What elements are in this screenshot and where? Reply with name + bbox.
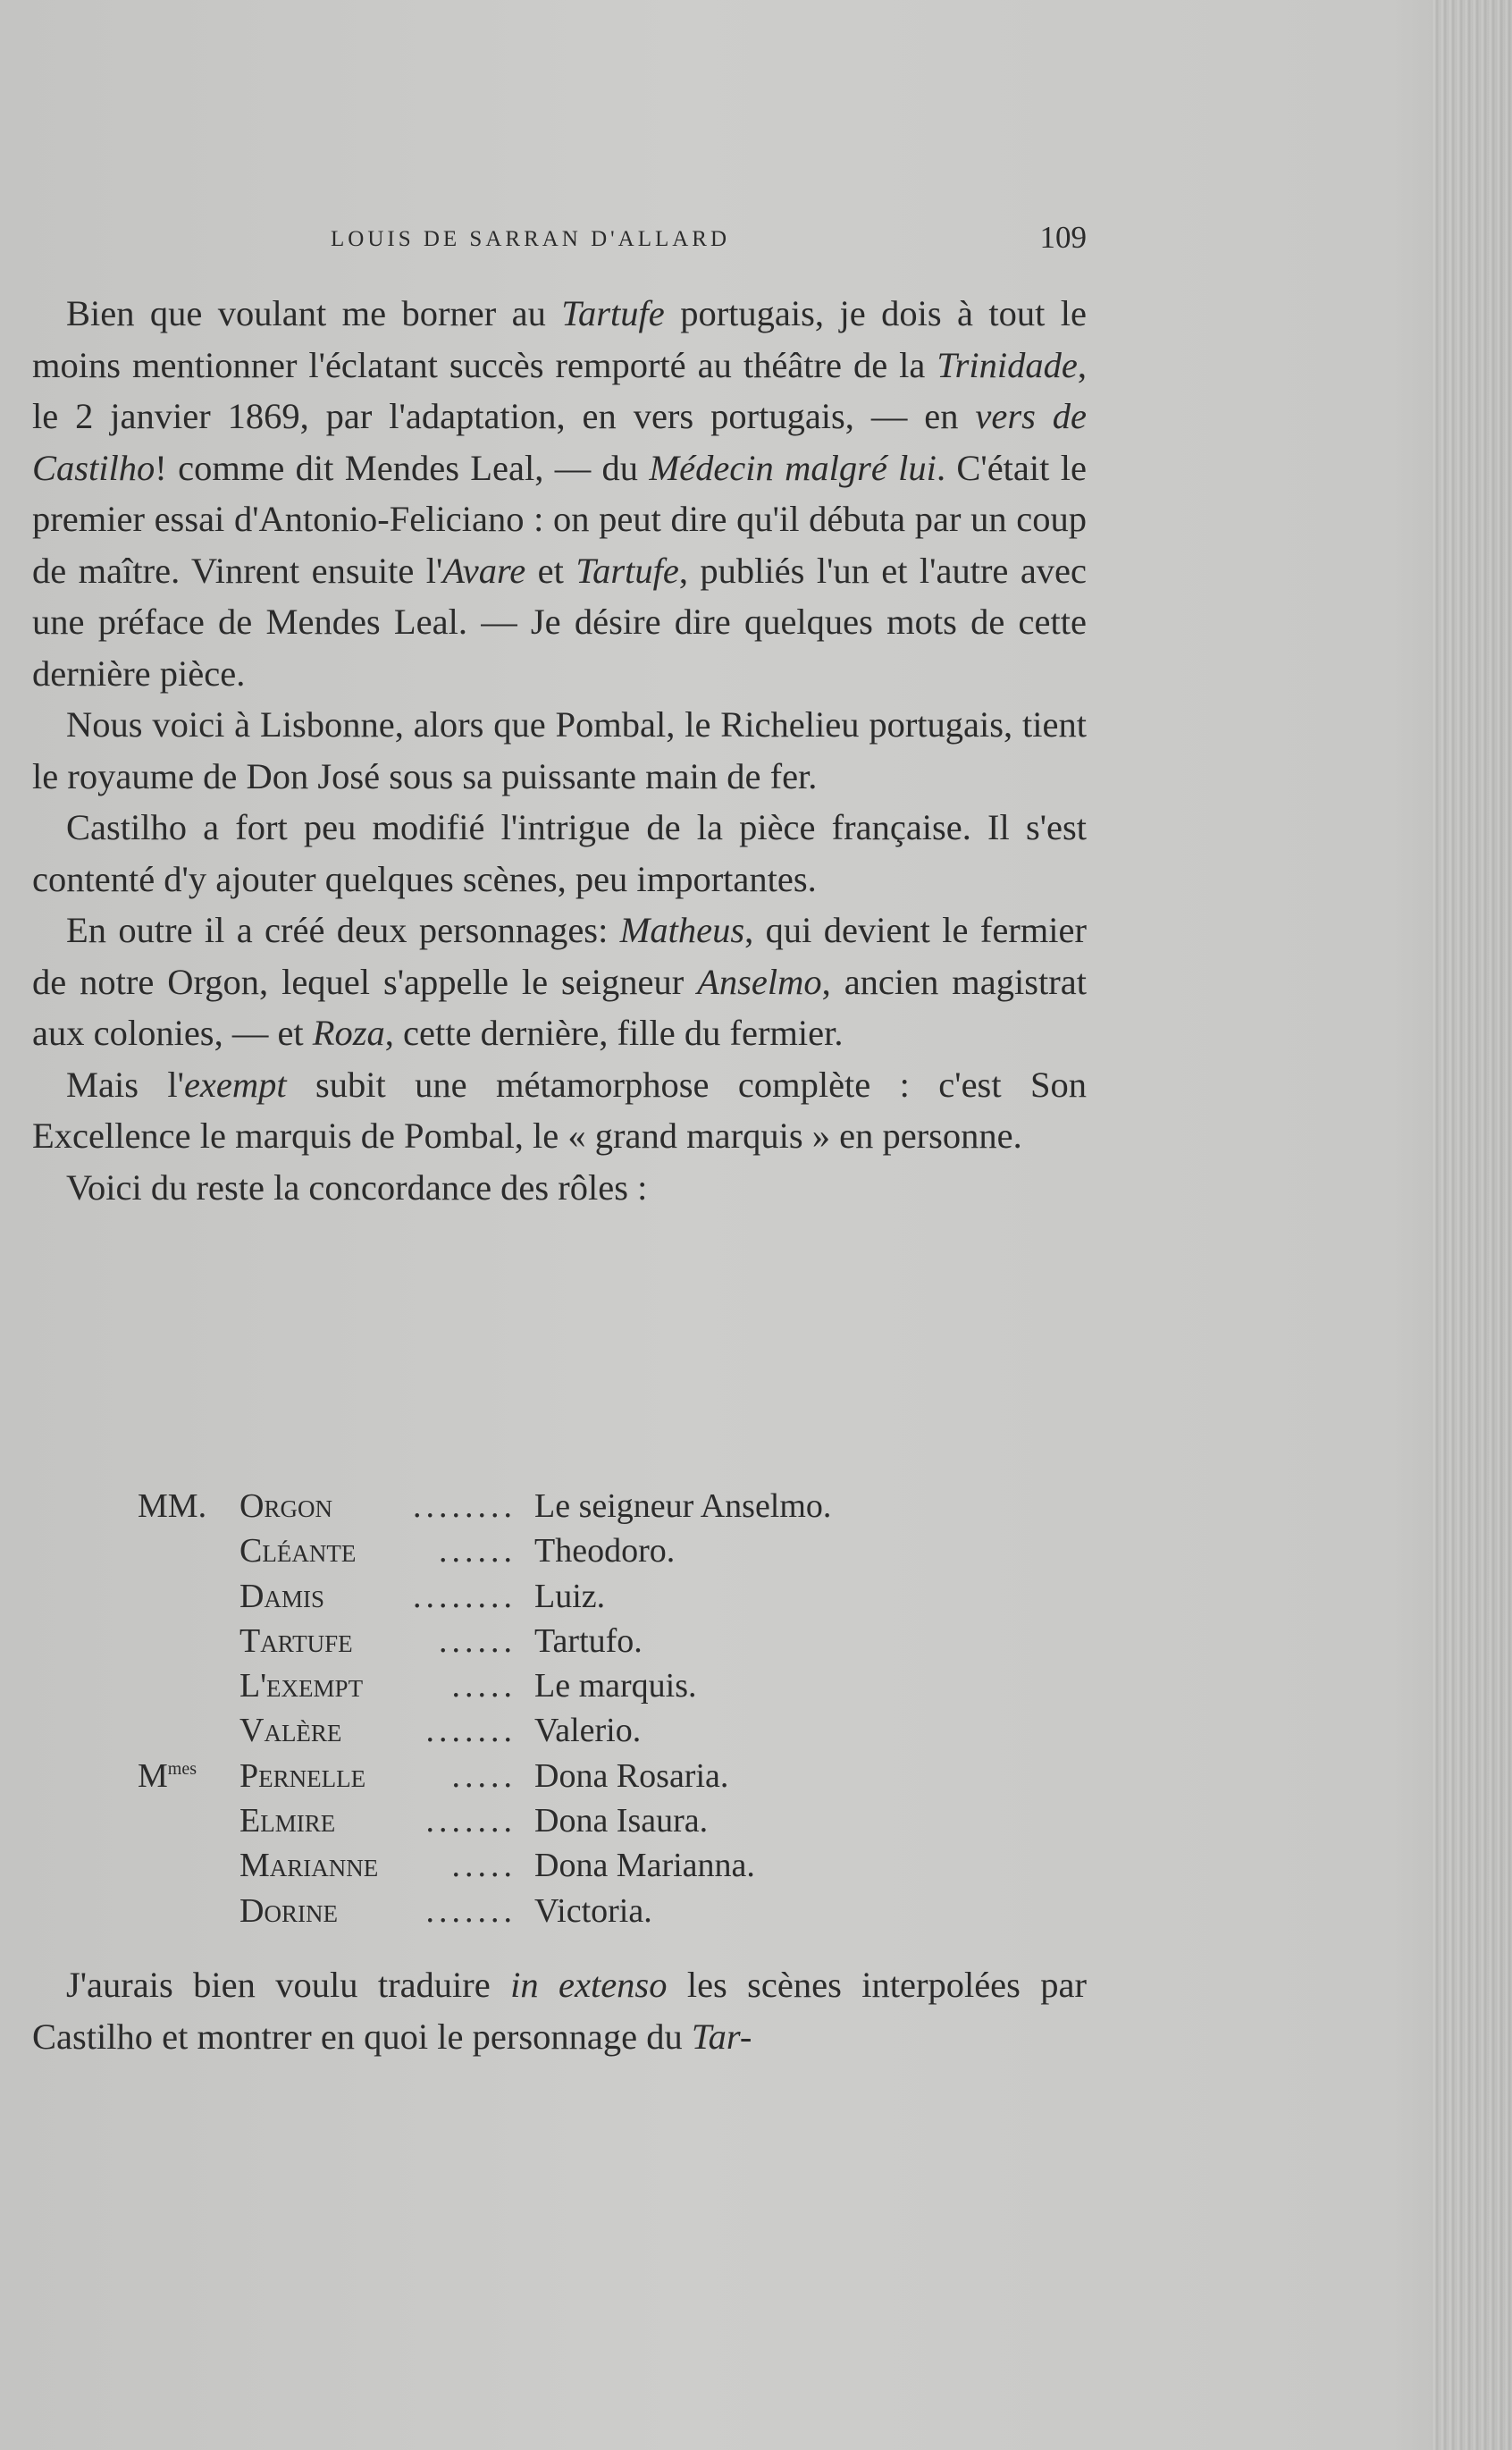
leader-dots: ....... <box>425 1891 517 1930</box>
paragraph-1 <box>32 288 1087 699</box>
running-title: LOUIS DE SARRAN D'ALLARD <box>331 227 731 251</box>
leader-dots: ..... <box>451 1667 517 1705</box>
page-header <box>32 222 1087 257</box>
text-run: Bien que voulant me borner au <box>66 293 562 333</box>
portuguese-role: Victoria. <box>534 1891 652 1930</box>
french-role: Cléante <box>239 1532 357 1570</box>
italic-run: Tartufe <box>561 293 665 333</box>
italic-run: Tartufe <box>575 550 679 591</box>
role-row <box>32 1574 1087 1619</box>
italic-run: in extenso <box>510 1965 668 2005</box>
italic-run: exempt <box>183 1064 287 1105</box>
paragraph-4 <box>32 905 1087 1059</box>
paragraph-2 <box>32 699 1087 802</box>
italic-run: Anselmo <box>697 961 822 1002</box>
roles-concordance-table <box>32 1484 1087 1933</box>
italic-run: Matheus <box>619 910 745 950</box>
leader-dots: ....... <box>425 1712 517 1750</box>
role-row <box>32 1663 1087 1708</box>
text-run: portugais, je dois à tout le moins mentionner l'éclatant succès remporté au théâtre de la <box>32 293 1087 385</box>
role-row <box>32 1619 1087 1663</box>
portuguese-role: Le seigneur Anselmo. <box>534 1487 832 1525</box>
text-run: J'aurais bien voulu traduire <box>66 1965 511 2005</box>
leader-dots: ...... <box>439 1532 517 1570</box>
role-prefix: MM. <box>138 1487 207 1525</box>
leader-dots: ...... <box>439 1621 517 1660</box>
paragraph-3 <box>32 802 1087 905</box>
body-text <box>32 288 1087 1213</box>
french-role: Valère <box>239 1712 342 1750</box>
text-run: et <box>525 550 576 591</box>
text-run: subit une métamorphose complète : c'est Son Excellence le marquis de Pombal, le « grand marquis » en personne. <box>32 1064 1087 1156</box>
role-row <box>32 1754 1087 1798</box>
page-number: 109 <box>1039 220 1087 255</box>
italic-run: vers de Castilho <box>32 396 1087 488</box>
french-role: Tartufe <box>239 1621 353 1660</box>
italic-run: Avare <box>442 550 526 591</box>
italic-run: Roza <box>312 1013 385 1053</box>
french-role: Dorine <box>239 1891 338 1930</box>
text-run: ! comme dit Mendes Leal, — du <box>155 447 650 488</box>
text-run: , publiés l'un et l'autre avec une préface de Mendes Leal. — Je désire dire quelques mots de cette dernière pièce. <box>32 550 1088 694</box>
role-row <box>32 1484 1087 1528</box>
paragraph-5 <box>32 1059 1087 1162</box>
paragraph-6 <box>32 1162 1087 1214</box>
portuguese-role: Valerio. <box>534 1712 642 1750</box>
leader-dots: ........ <box>413 1487 517 1525</box>
leader-dots: ....... <box>425 1802 517 1840</box>
portuguese-role: Dona Rosaria. <box>534 1756 729 1795</box>
text-run: . C'était le premier essai d'Antonio-Feliciano : on peut dire qu'il débuta par un coup de maître. Vinrent ensuite l' <box>32 447 1087 591</box>
text-run: Nous voici à Lisbonne, alors que Pombal, le Richelieu portugais, tient le royaume de Don José sous sa puissante main de fer. <box>32 704 1087 796</box>
page-edge <box>1432 0 1512 2450</box>
french-role: L'exempt <box>239 1667 364 1705</box>
portuguese-role: Dona Isaura. <box>534 1802 709 1840</box>
role-row <box>32 1708 1087 1753</box>
italic-run: Médecin malgré lui <box>649 447 937 488</box>
french-role: Elmire <box>239 1802 336 1840</box>
paragraph-7 <box>32 1959 1087 2062</box>
text-run: , qui devient le fermier de notre Orgon, lequel s'appelle le seigneur <box>32 910 1088 1002</box>
french-role: Orgon <box>239 1487 332 1525</box>
portuguese-role: Luiz. <box>534 1577 606 1615</box>
french-role: Pernelle <box>239 1756 366 1795</box>
leader-dots: ..... <box>451 1847 517 1885</box>
closing-paragraph <box>32 1959 1087 2062</box>
role-prefix: $M^{mes}$ <box>138 1756 197 1795</box>
text-run: Voici du reste la concordance des rôles : <box>66 1166 648 1208</box>
italic-run: Tar- <box>691 2016 752 2057</box>
role-row <box>32 1843 1087 1888</box>
role-row <box>32 1889 1087 1933</box>
portuguese-role: Dona Marianna. <box>534 1847 755 1885</box>
text-run: En outre il a créé deux personnages: <box>66 910 620 950</box>
role-row <box>32 1528 1087 1573</box>
text-run: , ancien magistrat aux colonies, — et <box>32 961 1087 1053</box>
portuguese-role: Theodoro. <box>534 1532 676 1570</box>
leader-dots: ..... <box>451 1756 517 1795</box>
text-run: Mais l' <box>66 1064 184 1105</box>
french-role: Marianne <box>239 1847 379 1885</box>
role-row <box>32 1798 1087 1843</box>
text-run: , le 2 janvier 1869, par l'adaptation, en vers portugais, — en <box>32 344 1087 436</box>
text-run: Castilho a fort peu modifié l'intrigue de la pièce française. Il s'est contenté d'y ajouter quelques scènes, peu importantes. <box>32 807 1087 899</box>
french-role: Damis <box>239 1577 324 1615</box>
portuguese-role: Tartufo. <box>534 1621 643 1660</box>
portuguese-role: Le marquis. <box>534 1667 697 1705</box>
text-run: les scènes interpolées par Castilho et montrer en quoi le personnage du <box>32 1965 1087 2057</box>
leader-dots: ........ <box>413 1577 517 1615</box>
text-run: , cette dernière, fille du fermier. <box>384 1013 844 1053</box>
italic-run: Trinidade <box>937 344 1078 385</box>
